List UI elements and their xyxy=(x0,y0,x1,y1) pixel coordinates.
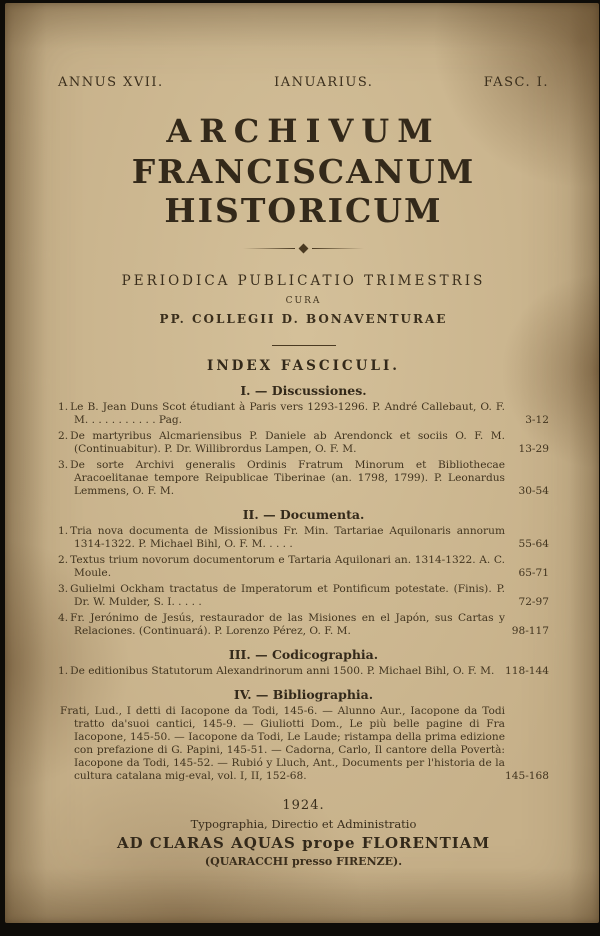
month-label: IANUARIUS. xyxy=(274,75,374,90)
entry-text: Textus trium novorum documentorum e Tartaria Aquilonari an. 1314-1322. A. C. Moule. xyxy=(70,554,505,579)
index-section-discussiones xyxy=(58,383,549,498)
section-entries xyxy=(58,705,549,783)
journal-title-line2: FRANCISCANUM HISTORICUM xyxy=(131,152,476,230)
masthead-row xyxy=(58,75,549,90)
entry-text: De editionibus Statutorum Alexandrinorum anni 1500. P. Michael Bihl, O. F. M. xyxy=(70,665,495,677)
subtitle-periodica: PERIODICA PUBLICATIO TRIMESTRIS xyxy=(121,273,486,289)
index-section-codicographia xyxy=(58,647,549,678)
entry-number: 1. xyxy=(58,665,69,677)
entry-pages: 55-64 xyxy=(518,538,549,550)
imprint-typographia: Typographia, Directio et Administratio xyxy=(190,817,417,831)
index-entry xyxy=(58,459,549,498)
imprint-year: 1924. xyxy=(282,798,325,813)
entry-text: Frati, Lud., I detti di Iacopone da Todi, 145-6. — Alunno Aur., Iacopone da Todi tratto da'suoi cantici, 145-9. — Giuliotti Dom., Le più belle pagine di Fra Iacopone, 145-50. — Iacopone da Todi, Le Laude; ristampa della prima edizione con prefazione di G. Papini, 145-51. — Cadorna, Carlo, Il cantore della Povertà: Iacopone da Todi, 145-52. — Rubió y Lluch, Ant., Documents per l'historia de la cultura catalana mig-eval, vol. I, II, 152-68. xyxy=(60,705,505,782)
entry-pages: 72-97 xyxy=(518,596,549,608)
section-title: IV. — Bibliographia. xyxy=(233,687,374,702)
entry-pages: 98-117 xyxy=(511,625,549,637)
subtitle-publisher: PP. COLLEGII D. BONAVENTURAE xyxy=(159,312,448,326)
annus-label: ANNUS XVII. xyxy=(58,75,164,90)
section-title: II. — Documenta. xyxy=(242,507,365,522)
subtitle-cura: CURA xyxy=(285,296,322,306)
entry-pages: 145-168 xyxy=(504,770,549,782)
entry-number: 1. xyxy=(58,401,69,413)
index-entry xyxy=(58,401,549,427)
entry-text: Gulielmi Ockham tractatus de Imperatorum et Pontificum potestate. (Finis). P. Dr. W. Mulder, S. I. . . . . xyxy=(70,583,505,608)
imprint-footer xyxy=(58,798,549,868)
section-title: III. — Codicographia. xyxy=(228,647,379,662)
entry-text: Fr. Jerónimo de Jesús, restaurador de las Misiones en el Japón, sus Cartas y Relaciones. (Continuará). P. Lorenzo Pérez, O. F. M. xyxy=(70,612,505,637)
ornament-divider xyxy=(58,245,549,252)
index-entry xyxy=(58,430,549,456)
section-title: I. — Discussiones. xyxy=(240,383,367,398)
entry-text: De martyribus Alcmariensibus P. Daniele ab Arendonck et sociis O. F. M. (Continuabitur). P. Dr. Willibrordus Lampen, O. F. M. xyxy=(70,430,505,455)
fascicle-label: FASC. I. xyxy=(483,75,549,90)
index-entry xyxy=(58,665,549,678)
entry-pages: 13-29 xyxy=(518,443,549,455)
index-entry xyxy=(58,612,549,638)
entry-number: 3. xyxy=(58,583,69,595)
entry-pages: 3-12 xyxy=(525,414,549,426)
index-section-documenta xyxy=(58,507,549,638)
entry-pages: 30-54 xyxy=(518,485,549,497)
entry-number: 3. xyxy=(58,459,69,471)
index-entry xyxy=(58,525,549,551)
section-entries xyxy=(58,401,549,498)
index-entry xyxy=(58,705,549,783)
entry-text: Tria nova documenta de Missionibus Fr. Min. Tartariae Aquilonaris annorum 1314-1322. P. Michael Bihl, O. F. M. . . . . xyxy=(70,525,505,550)
index-entry xyxy=(58,583,549,609)
entry-text: Le B. Jean Duns Scot étudiant à Paris vers 1293-1296. P. André Callebaut, O. F. M. . . . . . . . . . . Pag. xyxy=(70,401,505,426)
entry-number: 1. xyxy=(58,525,69,537)
entry-pages: 65-71 xyxy=(518,567,549,579)
journal-cover-page xyxy=(5,3,599,923)
journal-title-line1: ARCHIVUM xyxy=(166,112,441,150)
entry-pages: 118-144 xyxy=(504,665,549,677)
index-section-bibliographia xyxy=(58,687,549,783)
index-heading: INDEX FASCICULI. xyxy=(207,358,400,374)
section-entries xyxy=(58,525,549,638)
diamond-ornament-icon xyxy=(299,244,309,254)
entry-number: 4. xyxy=(58,612,69,624)
imprint-quaracchi: (QUARACCHI presso FIRENZE). xyxy=(204,855,403,868)
imprint-address: AD CLARAS AQUAS prope FLORENTIAM xyxy=(116,834,491,852)
divider-line-left xyxy=(243,248,295,249)
index-entry xyxy=(58,554,549,580)
entry-number: 2. xyxy=(58,554,69,566)
section-entries xyxy=(58,665,549,678)
divider-line-right xyxy=(312,248,364,249)
entry-number: 2. xyxy=(58,430,69,442)
short-rule-divider xyxy=(272,345,336,346)
entry-text: De sorte Archivi generalis Ordinis Fratrum Minorum et Bibliothecae Aracoelitanae tempore Reipublicae Tiberinae (an. 1798, 1799). P. Leonardus Lemmens, O. F. M. xyxy=(70,459,505,497)
